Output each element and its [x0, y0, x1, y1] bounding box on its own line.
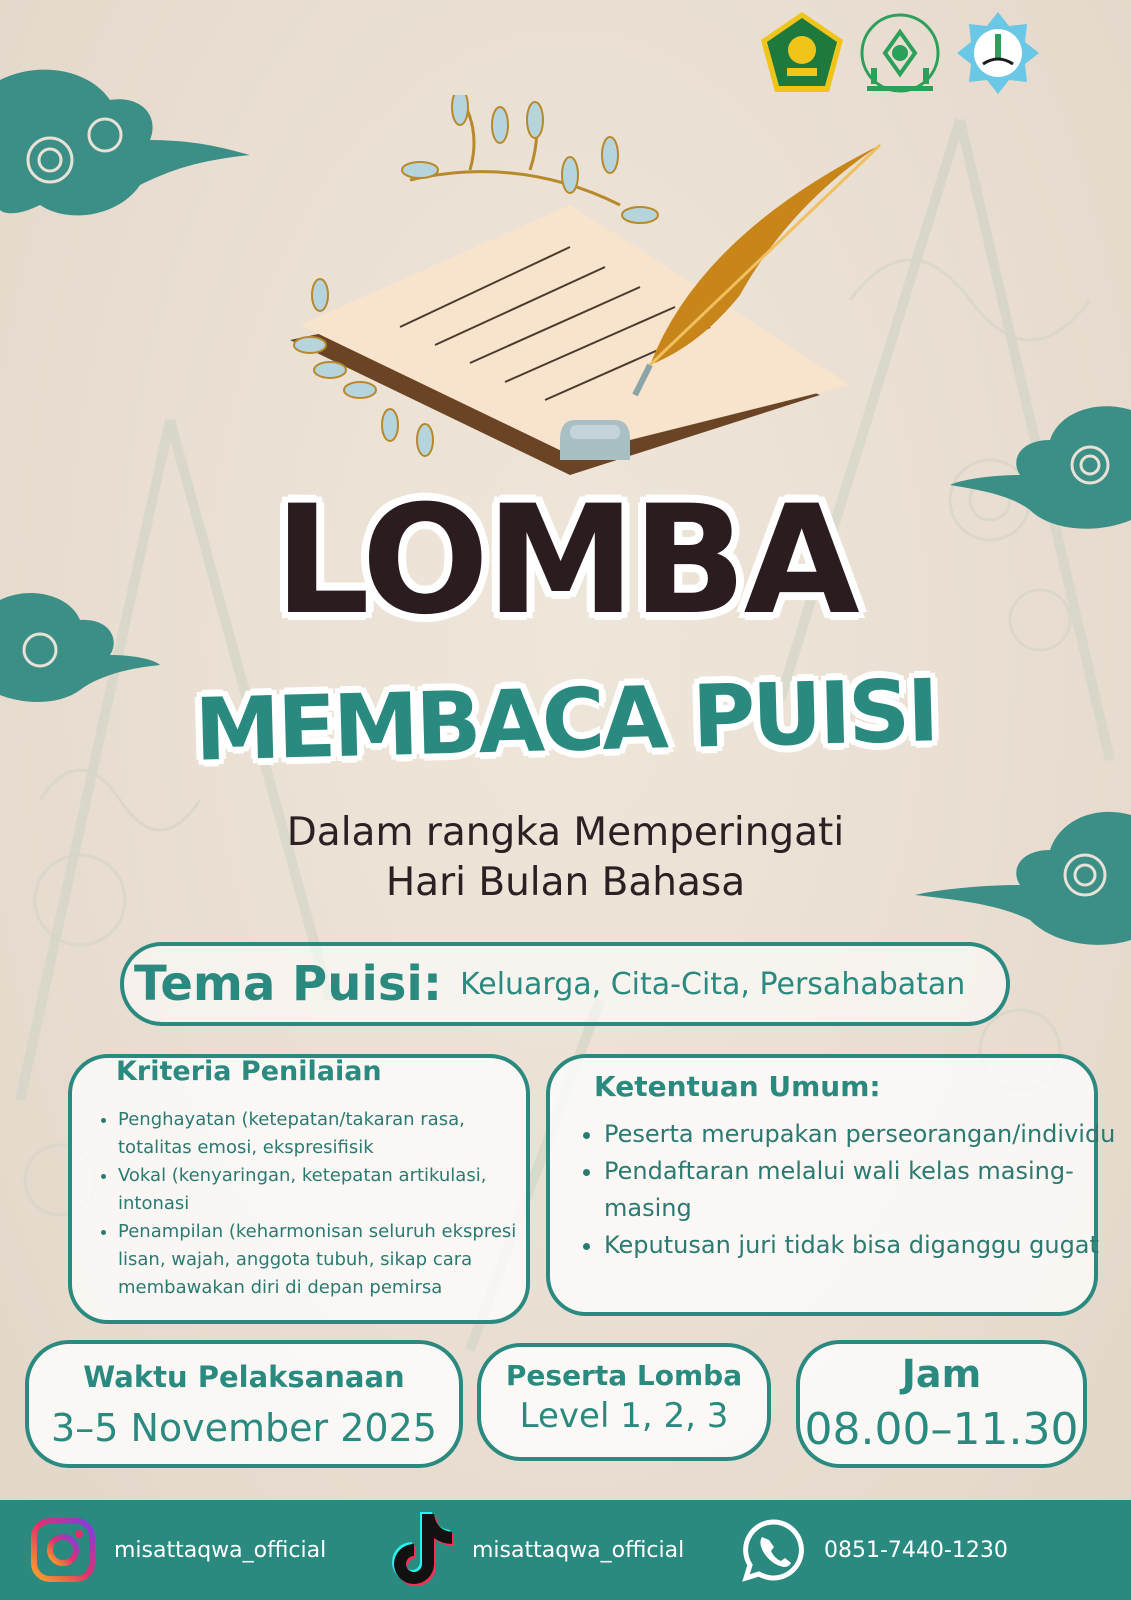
whatsapp-contact[interactable] — [740, 1500, 1008, 1600]
tema-value: Keluarga, Cita-Cita, Persahabatan — [460, 966, 966, 1002]
yayasan-at-taqwa-bina-harapan-logo — [857, 10, 943, 96]
tiktok-contact[interactable] — [388, 1500, 684, 1600]
occasion-text — [0, 808, 1131, 908]
list-item: • Penghayatan (ketepatan/takaran rasa, totalitas emosi, ekspresifisik — [118, 1106, 538, 1162]
whatsapp-number: 0851-7440-1230 — [824, 1537, 1008, 1563]
list-item: • Pendaftaran melalui wali kelas masing-masing — [604, 1153, 1124, 1227]
peserta-lomba-box — [477, 1343, 771, 1461]
ketentuan-umum-card — [546, 1054, 1116, 1316]
waktu-value: 3–5 November 2025 — [51, 1406, 437, 1450]
peserta-label: Peserta Lomba — [505, 1359, 743, 1392]
list-item: • Keputusan juri tidak bisa diganggu gugat — [604, 1227, 1124, 1264]
madrasah-logo — [955, 10, 1041, 96]
list-item: • Penampilan (keharmonisan seluruh ekspresi lisan, wajah, anggota tubuh, sikap cara membawakan diri di depan pemirsa — [118, 1218, 538, 1302]
book-quill-illustration — [270, 95, 910, 515]
waktu-label: Waktu Pelaksanaan — [83, 1360, 405, 1394]
ketentuan-list — [572, 1116, 1124, 1264]
whatsapp-icon — [740, 1517, 806, 1583]
kriteria-title: Kriteria Penilaian — [116, 1056, 382, 1087]
jam-label: Jam — [901, 1352, 982, 1396]
tema-puisi-box — [120, 942, 1010, 1026]
peserta-value: Level 1, 2, 3 — [519, 1396, 729, 1436]
jam-box — [796, 1340, 1087, 1468]
tiktok-handle: misattaqwa_official — [472, 1537, 685, 1563]
kementerian-agama-logo — [759, 10, 845, 96]
list-item: • Vokal (kenyaringan, ketepatan artikulasi, intonasi — [118, 1162, 538, 1218]
institution-logos — [759, 10, 1041, 96]
instagram-icon — [30, 1517, 96, 1583]
list-item: • Peserta merupakan perseorangan/individu — [604, 1116, 1124, 1153]
title-lomba: LOMBA — [274, 474, 857, 648]
footer-social-bar — [0, 1500, 1131, 1600]
waktu-pelaksanaan-box — [25, 1340, 463, 1468]
tema-label: Tema Puisi: — [134, 956, 443, 1012]
occasion-line-2: Hari Bulan Bahasa — [385, 860, 746, 905]
jam-value: 08.00–11.30 — [804, 1404, 1079, 1455]
title-membaca-puisi: MEMBACA PUISI — [193, 661, 938, 781]
instagram-handle: misattaqwa_official — [114, 1537, 327, 1563]
kriteria-penilaian-card — [68, 1054, 530, 1324]
ketentuan-title: Ketentuan Umum: — [594, 1070, 881, 1103]
kriteria-list — [86, 1106, 538, 1302]
instagram-contact[interactable] — [30, 1500, 326, 1600]
occasion-line-1: Dalam rangka Memperingati — [286, 810, 845, 855]
tiktok-icon — [388, 1510, 454, 1590]
